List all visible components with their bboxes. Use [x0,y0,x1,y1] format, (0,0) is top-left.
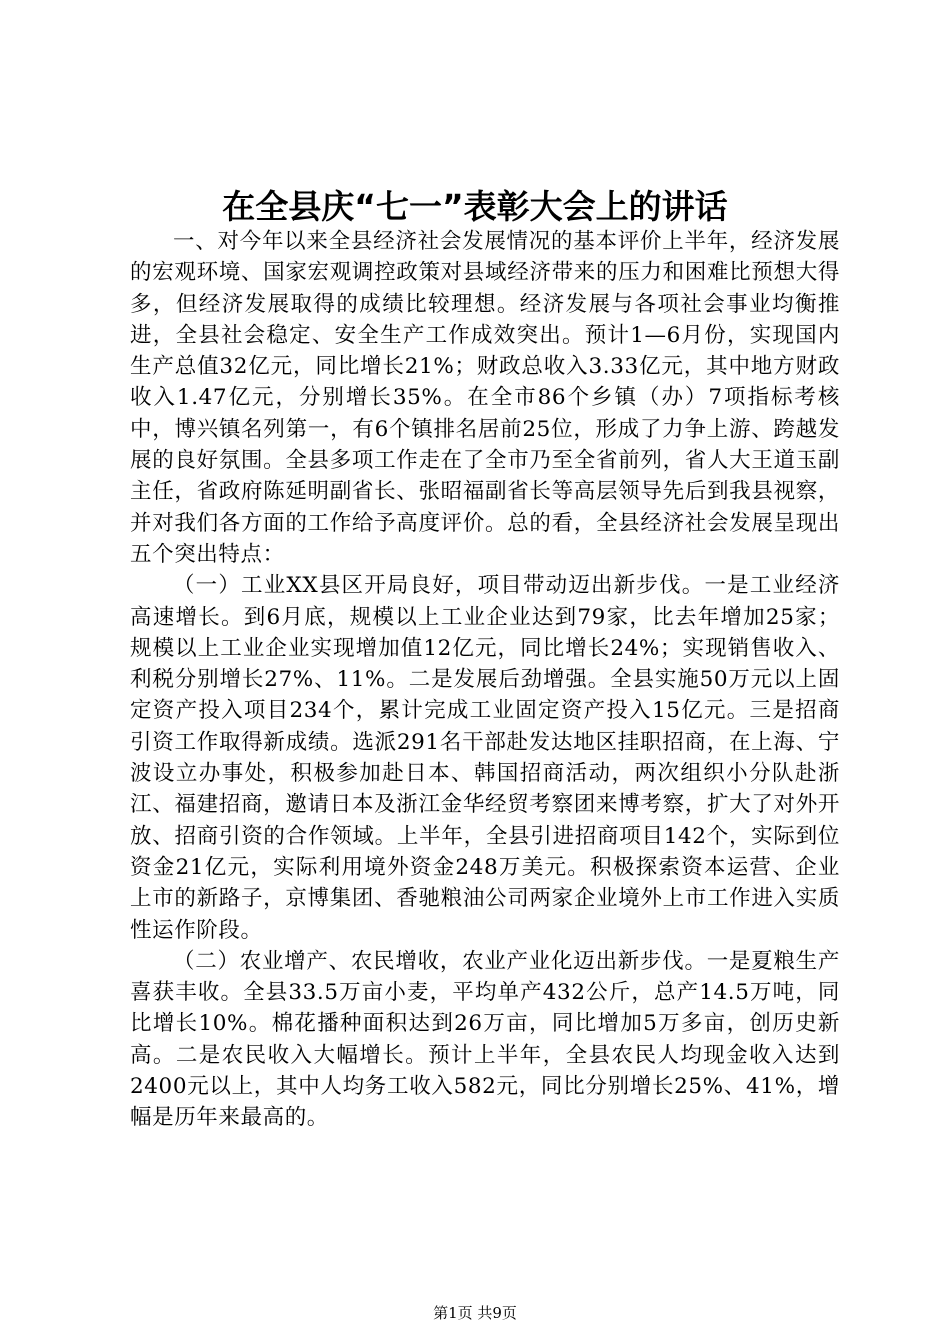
document-title: 在全县庆“七一”表彰大会上的讲话 [222,187,728,226]
paragraph-agriculture: （二）农业增产、农民增收，农业产业化迈出新步伐。一是夏粮生产喜获丰收。全县33.5万亩小麦，平均单产432公斤，总产14.5万吨，同比增长10%。棉花播种面积达到26万亩，同比增加5万多亩，创历史新高。二是农民收入大幅增长。预计上半年，全县农民人均现金收入达到2400元以上，其中人均务工收入582元，同比分别增长25%、41%，增幅是历年来最高的。 [130,948,840,1131]
paragraph-industry: （一）工业XX县区开局良好，项目带动迈出新步伐。一是工业经济高速增长。到6月底，规模以上工业企业达到79家，比去年增加25家；规模以上工业企业实现增加值12亿元，同比增长24%；实现销售收入、利税分别增长27%、11%。二是发展后劲增强。全县实施50万元以上固定资产投入项目234个，累计完成工业固定资产投入15亿元。三是招商引资工作取得新成绩。选派291名干部赴发达地区挂职招商，在上海、宁波设立办事处，积极参加赴日本、韩国招商活动，两次组织小分队赴浙江、福建招商，邀请日本及浙江金华经贸考察团来博考察，扩大了对外开放、招商引资的合作领域。上半年，全县引进招商项目142个，实际到位资金21亿元，实际利用境外资金248万美元。积极探索资本运营、企业上市的新路子，京博集团、香驰粮油公司两家企业境外上市工作进入实质性运作阶段。 [130,573,840,943]
document-body [130,226,840,1134]
page-number-footer: 第1页 共9页 [433,1304,517,1322]
paragraph-overview: 一、对今年以来全县经济社会发展情况的基本评价上半年，经济发展的宏观环境、国家宏观调控政策对县域经济带来的压力和困难比预想大得多，但经济发展取得的成绩比较理想。经济发展与各项社会事业均衡推进，全县社会稳定、安全生产工作成效突出。预计1—6月份，实现国内生产总值32亿元，同比增长21%；财政总收入3.33亿元，其中地方财政收入1.47亿元，分别增长35%。在全市86个乡镇（办）7项指标考核中，博兴镇名列第一，有6个镇排名居前25位，形成了力争上游、跨越发展的良好氛围。全县多项工作走在了全市乃至全省前列，省人大王道玉副主任，省政府陈延明副省长、张昭福副省长等高层领导先后到我县视察，并对我们各方面的工作给予高度评价。总的看，全县经济社会发展呈现出五个突出特点： [130,229,840,567]
